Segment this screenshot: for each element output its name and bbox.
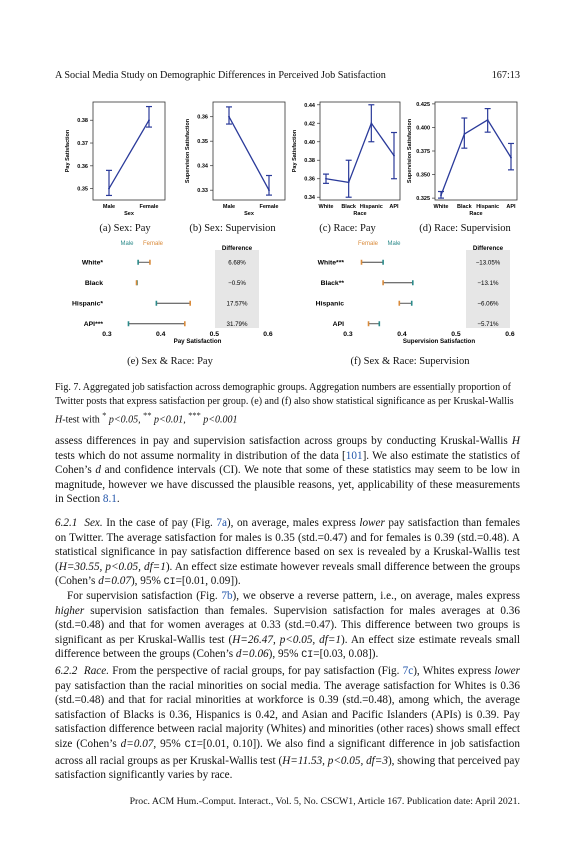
figure-link-7c[interactable]: 7c — [402, 665, 414, 677]
difference-value: −5.71% — [477, 320, 499, 328]
chart-race-pay — [290, 98, 402, 220]
legend-label-2: Female — [142, 241, 164, 247]
data-point — [370, 122, 372, 124]
row-label: Black — [84, 279, 103, 287]
x-tick-label: White — [433, 204, 449, 210]
y-tick-label: 0.38 — [77, 118, 88, 125]
data-point — [148, 119, 150, 121]
series-line — [326, 123, 394, 182]
y-tick-label: 0.425 — [416, 101, 430, 108]
x-tick-label: Hispanic — [359, 204, 383, 210]
series-line — [109, 120, 149, 188]
difference-header: Difference — [221, 245, 253, 252]
x-axis-label: Supervision Satisfaction — [402, 338, 476, 345]
running-header-page: 167:13 — [491, 70, 520, 81]
plot-frame — [213, 102, 285, 200]
x-tick-label: API — [389, 204, 399, 210]
data-point — [325, 178, 327, 180]
x-tick-label: 0.5 — [451, 331, 461, 338]
series-line — [229, 117, 269, 191]
chart-sex-pay — [55, 98, 167, 220]
y-tick-label: 0.34 — [304, 195, 315, 202]
y-tick-label: 0.38 — [304, 158, 315, 165]
y-tick-label: 0.44 — [304, 102, 315, 109]
row-label: White*** — [317, 259, 344, 267]
y-tick-label: 0.42 — [304, 121, 315, 128]
chart-sex-supervision — [175, 98, 287, 220]
x-tick-label: Male — [222, 204, 236, 210]
legend-label-1: Female — [357, 241, 379, 247]
subcaption-f: (f) Sex & Race: Supervision — [350, 356, 470, 367]
y-tick-label: 0.33 — [197, 188, 208, 195]
chart-sexrace-supervision — [290, 238, 520, 350]
x-tick-label: Female — [259, 204, 279, 210]
paragraph-supervision: For supervision satisfaction (Fig. 7b), we observe a reverse pattern, i.e., on average, males express higher supervision satisfaction than females. Supervision satisfaction for males averages at 0.36 (std.=0.48) and that for women averages at 0.33 (std.=0.47). This difference between two groups is significant as per Kruskal-Wallis test (H=26.47, p<0.05, df=1). An effect size estimate reveals small difference between the groups (Cohen’s d=0.06), 95% CI=[0.03, 0.08]). — [55, 590, 520, 662]
y-tick-label: 0.400 — [416, 125, 430, 132]
subcaption-d: (d) Race: Supervision — [419, 223, 511, 234]
series-line — [441, 120, 511, 195]
x-tick-label: Male — [102, 204, 116, 210]
difference-value: 31.79% — [226, 320, 248, 328]
figure-link-7b[interactable]: 7b — [221, 590, 233, 602]
x-tick-label: Female — [139, 204, 159, 210]
data-point — [348, 182, 350, 184]
x-tick-label: 0.4 — [397, 331, 407, 338]
y-tick-label: 0.35 — [197, 139, 208, 146]
subcaption-e: (e) Sex & Race: Pay — [127, 356, 213, 367]
row-label: Hispanic* — [72, 300, 103, 308]
row-label: White* — [81, 259, 103, 267]
subcaption-a: (a) Sex: Pay — [99, 223, 151, 234]
paragraph-methods: assess differences in pay and supervision satisfaction across groups by conducting Kruskal-Wallis H tests which do not assume normality in distribution of the data [101]. We also estimate the statistics of Cohen’s d and confidence intervals (CI). We note that some of these statistics may seem to be low in magnitude, however we have discussed the plausible reasons, yet, applicability of these measurements in Section 8.1. — [55, 435, 521, 506]
row-label: Hispanic — [315, 300, 344, 308]
x-tick-label: 0.6 — [263, 331, 273, 338]
section-6-2-1: 6.2.1 Sex. In the case of pay (Fig. 7a), on average, males express lower pay satisfaction than females on Twitter. The average satisfaction for males is 0.35 (std.=0.47) and for females is 0.39 (std.=0.48). A statistical significance in pay satisfaction difference based on sex is revealed by a Kruskal-Wallis test (H=30.55, p<0.05, df=1). An effect size estimate however reveals small difference between the groups (Cohen’s d=0.07), 95% CI=[0.01, 0.09]). — [55, 517, 520, 589]
section-link[interactable]: 8.1 — [102, 493, 117, 506]
chart-sexrace-pay — [55, 238, 290, 350]
subcaption-c: (c) Race: Pay — [319, 223, 376, 234]
x-axis-label: Sex — [244, 211, 254, 217]
y-axis-label: Pay Satisfaction — [292, 129, 298, 173]
y-tick-label: 0.40 — [304, 139, 315, 146]
section-6-2-2: 6.2.2 Race. From the perspective of racial groups, for pay satisfaction (Fig. 7c), Whites express lower pay satisfaction than the racial minorities on social media. The average satisfaction for Whites is 0.36 (std.=0.48) and that for racial minorities at workforce is 0.39 (std.=0.48), among which, the average satisfaction of Blacks is 0.36, Hispanics is 0.42, and Asian and Pacific Islanders (APIs) is 0.39. Pay satisfaction difference between racial majority (Whites) and minorities (other races) shows small effect size (Cohen’s d=0.07, 95% CI=[0.01, 0.10]). We also find a significant difference in job satisfaction across all racial groups as per Kruskal-Wallis test (H=11.53, p<0.05, df=3), showing that perceived pay satisfaction significantly varies by race. — [55, 665, 520, 782]
page-footer: Proc. ACM Hum.-Comput. Interact., Vol. 5, No. CSCW1, Article 167. Publication date: April 2021. — [129, 796, 520, 807]
difference-value: 17.57% — [226, 300, 248, 308]
y-tick-label: 0.35 — [77, 186, 88, 193]
x-tick-label: Black — [456, 204, 472, 210]
data-point — [510, 157, 512, 159]
difference-value: −6.06% — [477, 300, 499, 308]
data-point — [108, 188, 110, 190]
x-axis-label: Race — [353, 211, 367, 217]
figure-caption: Fig. 7. Aggregated job satisfaction across demographic groups. Aggregation numbers are essentially proportion of Twitter posts that express satisfaction per group. (e) and (f) also show statistical significance as per Kruskal-Wallis H-test with * p<0.05, ** p<0.01, *** p<0.001 — [55, 382, 514, 426]
x-tick-label: Black — [341, 204, 357, 210]
y-axis-label: Pay Satisfaction — [65, 129, 71, 173]
x-tick-label: 0.3 — [343, 331, 353, 338]
figure-link-7a[interactable]: 7a — [216, 517, 227, 529]
x-axis-label: Sex — [124, 211, 134, 217]
y-axis-label: Supervision Satisfaction — [185, 118, 191, 184]
data-point — [463, 133, 465, 135]
y-tick-label: 0.350 — [416, 172, 430, 179]
chart-race-supervision — [405, 98, 520, 220]
citation-link[interactable]: 101 — [345, 449, 363, 462]
x-tick-label: Hispanic — [476, 204, 500, 210]
legend-label-1: Male — [120, 241, 134, 247]
data-point — [440, 194, 442, 196]
data-point — [268, 189, 270, 191]
plot-frame — [435, 102, 517, 200]
x-tick-label: API — [506, 204, 516, 210]
x-tick-label: White — [318, 204, 334, 210]
y-tick-label: 0.37 — [77, 141, 88, 148]
difference-value: −13.1% — [477, 279, 499, 287]
legend-label-2: Male — [387, 241, 401, 247]
row-label: Black** — [320, 279, 344, 287]
data-point — [393, 155, 395, 157]
y-tick-label: 0.36 — [77, 163, 88, 170]
y-tick-label: 0.36 — [197, 114, 208, 121]
y-axis-label: Supervision Satisfaction — [407, 118, 413, 184]
y-tick-label: 0.36 — [304, 176, 315, 183]
difference-value: 6.68% — [228, 259, 246, 267]
x-tick-label: 0.5 — [209, 331, 220, 338]
data-point — [487, 119, 489, 121]
x-tick-label: 0.6 — [505, 331, 515, 338]
y-tick-label: 0.375 — [416, 149, 430, 155]
x-tick-label: 0.4 — [155, 331, 166, 338]
plot-frame — [320, 102, 400, 200]
subcaption-b: (b) Sex: Supervision — [189, 223, 276, 234]
x-tick-label: 0.3 — [102, 331, 112, 338]
plot-frame — [93, 102, 165, 200]
row-label: API*** — [83, 320, 103, 328]
difference-value: −0.5% — [228, 279, 246, 287]
row-label: API — [332, 320, 344, 328]
difference-value: −13.05% — [475, 259, 501, 267]
x-axis-label: Pay Satisfaction — [173, 338, 222, 345]
y-tick-label: 0.34 — [197, 163, 208, 170]
x-axis-label: Race — [469, 211, 483, 217]
difference-header: Difference — [472, 245, 504, 252]
data-point — [228, 116, 230, 118]
running-header-title: A Social Media Study on Demographic Differences in Perceived Job Satisfaction — [55, 70, 386, 81]
y-tick-label: 0.325 — [416, 196, 430, 203]
